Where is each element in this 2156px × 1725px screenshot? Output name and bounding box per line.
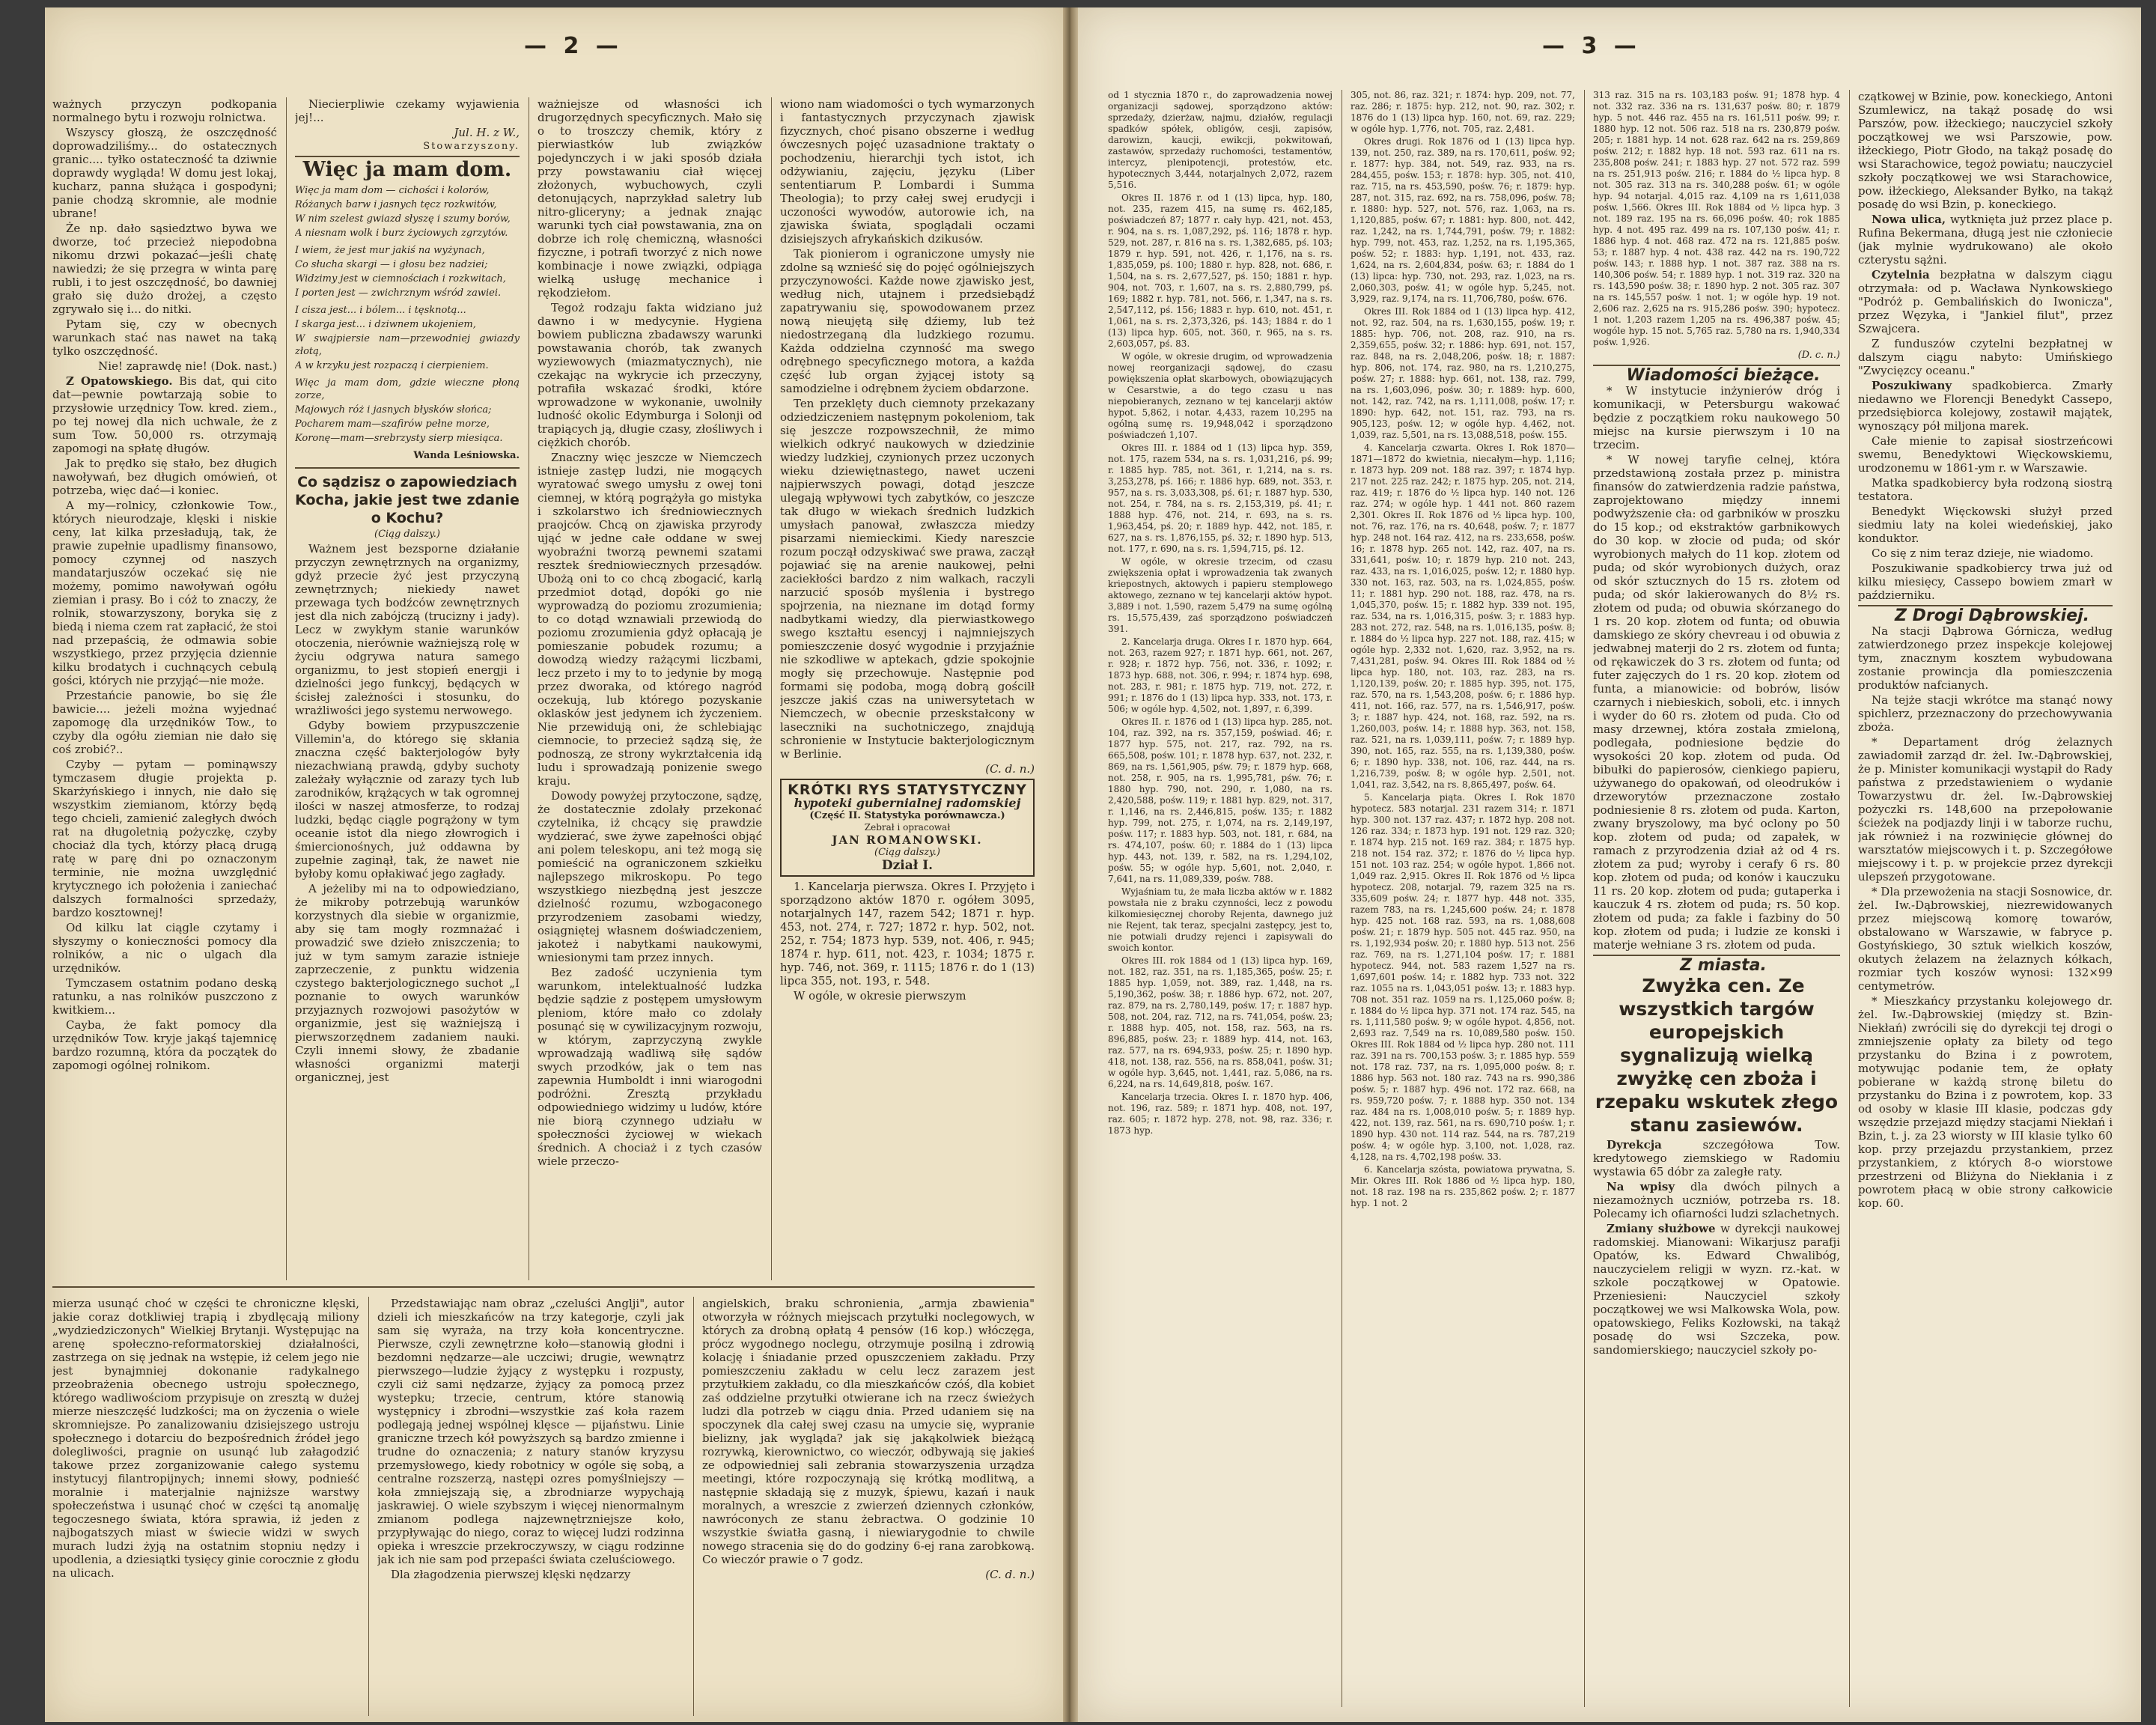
section-label: Dział I. (881, 858, 934, 873)
paragraph: Czyby — pytam — pominąwszy tymczasem długie projekta p. Skarżyńskiego i innych, nie dało się wszystkim ziemianom, którzy będą tego chcieli, zamienić zaległych dwóch rat na długoletnią pożyczkę, czyby chociaż dla tych, którzy płacą drugą ratę w parę dni po oznaczonym terminie, nie można uwzględnić krytycznego ich położenia i zaniechać dalszych formalności sprzedaży, bardzo kosztownej! (52, 758, 277, 919)
continued-note: (Ciąg dalszy.) (874, 847, 940, 858)
box-title: KRÓTKI RYS STATYSTYCZNY (788, 782, 1027, 798)
paragraph (1593, 1138, 1840, 1178)
feuilleton-column-1 (52, 1297, 359, 1716)
paragraph-lead: Dyrekcja (1607, 1138, 1662, 1151)
paragraph: od 1 stycznia 1870 r., do zaprowadzenia nowej organizacji sądowej, sporządzono aktów: sprzedaży, dzierżaw, najmu, działów, regulacji spadków spółek, obligów, cesji, zapisów, darowizn, kaucji, ewikcji, pokwitowań, zastawów, sprzedaży ruchomości, testamentów, intercyz, plenipotencji, protestów, etc. hypotecznych 3,444, notarjalnych 2,072, razem 5,516. (1108, 90, 1333, 190)
paragraph: Znaczny więc jeszcze w Niemczech istnieje zastęp ludzi, nie mogących wyratować swego umysłu z owej toni ciemnej, w którą pogrążyła go mistyka i szkolarstwo ich średniowiecznych praojców. Chcą on zjawiska przyrody ująć w jedne całe oddane w swej wyobraźni tworzą pewnemi szatami resztek średniowiecznych przesądów. Ubożą oni to co chcą zbogacić, karlą przedmiot dotąd, dopóki go nie wyprowadzą do poziomu zrozumienia; to co dotąd wznawiali przewiodą do poziomu zrozumienia gdyż opłacają je pomieszanie pobudek rozumu; a dowodzą wiedzy rażącymi liczbami, lecz przeto i my to to jedynie by mogą przez dworaka, od którego nagród oczekują, lub którego pozyskanie oklasków jest jedynem ich życzeniem. Nie przewidują oni, że schlebiając ciemnocie, to przecież sądzą się, że podnoszą, ze strony wykrztałcenia idą ludu i sprowadzają ponizenie swego kraju. (538, 451, 762, 788)
left-page (45, 7, 1063, 1722)
paragraph-text: Bis dat, qui cito dat—pewnie powtarzają sobie to przysłowie urzędnicy Tow. kred. ziem., po tej nowej dla nich uchwale, że z sum Tow. 50,000 rs. otrzymają zapomogi na spłatę długów. (52, 374, 277, 455)
paragraph: Tymczasem ostatnim podano deską ratunku, a nas rolników puszczono z kwitkiem... (52, 976, 277, 1017)
column-3 (538, 97, 762, 1280)
poem-line: I skarga jest... i dziwnem ukojeniem, (295, 319, 476, 330)
column-rule (368, 1297, 369, 1716)
paragraph: 305, not. 86, raz. 321; r. 1874: hyp. 209, not. 77, raz. 286; r. 1875: hyp. 212, not. 90, raz. 302; r. 1876 do 1 (13) lipca hyp. 160, not. 69, raz. 229; w ogóle hyp. 1,776, not. 705, raz. 2,481. (1350, 90, 1575, 134)
paragraph: Okres III. Rok 1884 od 1 (13) lipca hyp. 412, not. 92, raz. 504, na rs. 1,630,155, pośw. 19; r. 1885: hyp. 706, not. 208, raz. 910, na rs. 2,359,655, pośw. 32; r. 1886: hyp. 691, not. 157, raz. 848, na rs. 2,048,206, pośw. 18; r. 1887: hyp. 806, not. 174, raz. 980, na rs. 1,210,275, pośw. 27; r. 1888: hyp. 661, not. 138, raz. 799, na rs. 1,603,096, pośw. 30; r. 1889: hyp. 600, not. 142, raz. 742, na rs. 1,111,008, pośw. 17; r. 1890: hyp. 642, not. 151, raz. 793, na rs. 905,123, pośw. 12; w ogóle hyp. 4,462, not. 1,039, raz. 5,501, na rs. 13,088,518, pośw. 155. (1350, 306, 1575, 440)
paragraph: Matka spadkobiercy była rodzoną siostrą testatora. (1858, 476, 2113, 503)
paragraph: * W instytucie inżynierów dróg i komunikacji, w Petersburgu wakować będzie z początkiem roku naukowego 50 miejsc na kursie pierwszym i 10 na trzecim. (1593, 384, 1840, 451)
paragraph-lead: Poszukiwany (1872, 379, 1952, 392)
right-page (1078, 7, 2141, 1722)
paragraph: angielskich, braku schronienia, „armja zbawienia" otworzyła w różnych miejscach przytułki noclegowych, w których za drobną opłatą 4 pensów (16 kop.) włóczęga, prócz wygodnego noclegu, otrzymuje posilną i zdrowią kolację i śniadanie przed opuszczeniem zakładu. Przy pomieszczeniu zakładu w celu lecz zarazem jest przytułkiem zakładu, co dla mieszkańców czóś, dla kobiet zaś oddzielne przytułki otwierane ich na rzecz świeżych ludzi dla potrzeb w ciągu dnia. Przed udaniem się na spoczynek dla całej swej czasu na umycie się, wypranie bielizny, jak wygląda? jak się jakąkolwiek bieżącą rozrywką, kierownictwo, co wieczór, odbywają się jakieś ze odpowiedniej sali zebrania stowarzyszenia urządza meetingi, które rozpoczynają się krótką modlitwą, a następnie składają się z muzyk, śpiewu, kazań i nauk moralnych, a wreszcie z zwierzeń dziennych członków, nawróconych ze stanu żebractwa. O godzinie 10 wszystkie światła gasną, i niewiarygodnie to chwile nowego stracenia się do do godziny 6-ej rana zarobkową. Co wieczór prawie o 7 godz. (702, 1297, 1035, 1566)
paragraph (1858, 379, 2113, 433)
column-1 (52, 97, 277, 1280)
signature: Stowarzyszony. (423, 141, 520, 152)
poem-line: Koronę—mam—srebrzysty sierp miesiąca. (295, 433, 503, 444)
paragraph: Co się z nim teraz dzieje, nie wiadomo. (1872, 547, 2094, 560)
continued-note: (C. d. n.) (985, 762, 1035, 776)
paragraph: Wszyscy głoszą, że oszczędność doprowadziliśmy... do ostatecznych granic.... tyłko ostateczność ta dziwnie doprawdy wygląda! W domu jest lokaj, kucharz, panna służąca i gospodyni; panie chodzą skromnie, ale modnie ubrane! (52, 126, 277, 220)
column-rule (693, 1297, 694, 1716)
paragraph: Na tejże stacji wkrótce ma stanąć nowy spichlerz, przeznaczony do przechowywania zboża. (1858, 693, 2113, 734)
paragraph-lead: Nowa ulica, (1872, 213, 1946, 226)
continued-note: (D. c. n.) (1797, 350, 1840, 361)
paragraph: mierza usunąć choć w części te chroniczne klęski, jakie coraz dotkliwiej trapią i zbydlęcają miliony „wydziedziczonych" Wielkiej Brytanji. Występując na arenę społeczno-reformatorskiej działalności, zastrzega on się jednak na wstępie, iż celem jego nie jest bynajmniej dokonanie radykalnego przeobrażenia obecnego ustroju społecznego, którego wadliwościom przypisuje on zresztą w dużej mierze nieszczęść ludzkości; ma on życzenia o wiele skromniejsze. Po zanalizowaniu dzisiejszego ustroju społecznego i dotarciu do bezpośrednich źródeł jego dolegliwości, pragnie on usunąć lub załagodzić takowe przez zorganizowanie całego systemu instytucyj filantropijnych; innemi słowy, podnieść moralnie i materjalnie najniższe warstwy społeczeństwa i usunąć choć w części tą anomalję tegoczesnego świata, która sprawia, iż jeden z najbogatszych miast w świecie widzi w swych murach ludzi żyją na ostatnim stopniu nędzy i upodlenia, a dziesiątki tysięcy ginie corocznie z głodu na ulicach. (52, 1297, 359, 1580)
paragraph: 5. Kancelarja piąta. Okres I. Rok 1870 hypotecz. 583 notarjal. 231 razem 314; r. 1871 hyp. 300 not. 137 raz. 437; r. 1872 hyp. 208 not. 126 raz. 334; r. 1873 hyp. 191 not. 129 raz. 320; r. 1874 hyp. 215 not. 169 raz. 384; r. 1875 hyp. 218 not. 154 raz. 372; r. 1876 do ½ lipca hyp. 151 not. 103 raz. 254; w ogóle hypot. 1,866 not. 1,049 raz. 2,915. Okres II. Rok 1876 od ½ lipca hypotecz. 208, notarjal. 79, razem 325 na rs. 335,609 pośw. 24; r. 1877 hyp. 448 not. 335, razem 783, na rs. 1,245,600 pośw. 24; r. 1878 hyp. 425 not. 168 raz. 593, na rs. 1,088,608 pośw. 21; r. 1879 hyp. 505 not. 445 raz. 950, na rs. 1,192,934 pośw. 20; r. 1880 hyp. 513 not. 256 raz. 769, na rs. 1,271,104 pośw. 17; r. 1881 hypotecz. 944, not. 583 razem 1,527 na rs. 1,697,601 pośw. 14; r. 1882 hyp. 733 not. 322 raz. 1055 na rs. 1,043,051 pośw. 13; r. 1883 hyp. 708 not. 351 raz. 1059 na rs. 1,125,060 pośw. 8; r. 1884 do ½ lipca hyp. 371 not. 174 raz. 545, na rs. 1,111,580 pośw. 9; w ogóle hypot. 4,856, not. 2,693 raz. 7,549 na rs. 10,089,580 pośw. 150. Okres III. Rok 1884 od ½ lipca hyp. 280 not. 111 raz. 391 na rs. 700,153 pośw. 3; r. 1885 hyp. 559 not. 178 raz. 737, na rs. 1,095,000 pośw. 8; r. 1886 hyp. 563 not. 180 raz. 743 na rs. 990,386 pośw. 5; r. 1887 hyp. 496 not. 172 raz. 668, na rs. 959,720 pośw. 7; r. 1888 hyp. 350 not. 134 raz. 484 na rs. 1,008,010 pośw. 5; r. 1889 hyp. 422, not. 139, raz. 561, na rs. 690,710 pośw. 1; r. 1890 hyp. 430 not. 114 raz. 544, na rs. 787,219 pośw. 4; w ogóle hyp. 3,100, not. 1,028, raz. 4,128, na rs. 4,702,198 pośw. 33. (1350, 792, 1575, 1162)
paragraph: A my—rolnicy, członkowie Tow., których nieurodzaje, klęski i niskie ceny, lat kilka przesładują, tak, że prawie zupełnie upadlismy finansowo, pomocy czynnej od naszych mandatarjuszów oczekać się nie możemy, pomimo nawoływań ogółu ziemian i prasy. Bo i cóż to znaczy, że rolnik, stowarzyszony, borykа się z biedą i niema czem rat zapłacić, że stoi nad przepaścią, że odmawia sobie wszystkiego, przez przyjęcia dziennie kilku brodatych i cuchnących cebulą gości, których nie przyjąć—nie może. (52, 499, 277, 687)
paragraph-text: bezpłatna w dalszym ciągu otrzymała: od p. Wacława Nynkowskiego "Podróż p. Gembalińskich do Iwonicza", przez Węzyka, i "Jankiel filut", przez Szwajcera. (1858, 268, 2113, 335)
column-rule (1584, 90, 1585, 1707)
page-number-right: — 3 — (1542, 33, 1641, 59)
paragraph: Jak to prędko się stało, bez długich nawoływań, bez długich omówień, ot potrzeba, więc dać—i koniec. (52, 457, 277, 497)
paragraph: 1. Kancelarja pierwsza. Okres I. Przyjęto i sporządzono aktów 1870 r. ogółem 3095, notarjalnych 147, razem 542; 1871 r. hyp. 453, not. 274, r. 727; 1872 r. hyp. 502, not. 252, r. 754; 1873 hyp. 539, not. 406, r. 945; 1874 r. hyp. 611, not. 423, r. 1034; 1875 r. hyp. 746, not. 369, r. 1115; 1876 r. do 1 (13) lipca 355, not. 193, r. 548. (780, 880, 1035, 988)
paragraph: * W nowej taryfie celnej, która przedstawioną została przez p. ministra finansów do zatwierdzenia radzie państwa, zaprojektowano między innemi podwyższenie cła: od garbników w proszku do 15 kop.; od ekstraktów garbnikowych do 30 kop. w złocie od puda; od skór wyrobionych małych do 11 kop. złotem od puda; od skór wyrobionych dużych, oraz od skór sztucznych do 15 rs. złotem od puda; od skór lakierowanych do 8½ rs. złotem od puda; od obuwia skórzanego do 1 rs. 20 kop. złotem od funta; od obuwia damskiego ze skóry chevreau i od obuwia z jedwabnej materji do 2 rs. złotem od funta; od rękawiczek do 3 rs. złotem od funta; od futer zajęczych do 1 rs. 20 kop. złotem od funta, a mianowicie: od bobrów, lisów czarnych i niebieskich, soboli, etc. i innych i wyder do 60 rs. złotem od puda. Cło od masy drzewnej, która została zmieloną, podlegała, podniesione będzie do wysokości 20 kop. złotem od puda. Od bibułki do papierosów, cienkiego papieru, używanego do opakowań, od oleodruków i drzeworytów przeznaczone zostało podniesienie 8 rs. złotem od puda. Karton, zwany bryszolowy, ma być oclony po 50 kop. złotem od puda; od zapałek, w ramach z przyrodzenia dział aż od 4 rs. złotem za pud; wyroby i cerafy 6 rs. 80 kop. złotem od puda; od konów i kauczuku 11 rs. 20 kop. złotem od puda; gutaperka i kauczuk 4 rs. złotem od puda; rs. 50 kop. złotem od puda; za fakle i fazbiny do 50 kop. złotem od puda; i ludzie ze konski i materje wełniane 3 rs. złotem od puda. (1593, 453, 1840, 952)
poem-line: Co słucha skargi — i głosu bez nadziei; (295, 259, 488, 270)
paragraph: ważniejsze od własności ich drugorzędnych specyficznych. Mało się o to troszczy chemik, który z pierwiastków lub związków pojedynczych i w jaki sposób działa przy powstawaniu ciał więcej złożonych, wybuchowych, czyli detonujących, naprzykład saletry lub nitro-gliceryny; a jednak znając warunki tych ciał powstawania, zna on dobrze ich rolę chemiczną, własności fizyczne, i potrafi tworzyć z nich nowe kombinacje i nowe związki, odpiąga wielką usługę mechanice i rękodziełom. (538, 97, 762, 299)
paragraph-text: szczegółowa Tow. kredytowego ziemskiego w Radomiu wystawia 65 dóbr za zaległe raty. (1593, 1138, 1840, 1178)
paragraph (1593, 1222, 1840, 1357)
column-4 (780, 97, 1035, 1280)
poem-line: W nim szelest gwiazd słyszę i szumy borów, (295, 213, 511, 225)
paragraph: W ogóle, w okresie pierwszym (794, 989, 966, 1003)
paragraph: Przestańcie panowie, bo się źle bawicie.... jeżeli można wyjednać zapomogę dla urzędników Tow., to czyby dla ogółu ziemian nie dało się coś zrobić?.. (52, 689, 277, 756)
paragraph: W ogóle, w okresie drugim, od wprowadzenia nowej reorganizacji sądowej, do czasu powiększenia opłat skarbowych, obowiązujących w Cesarstwie, a do tego czasu u nas niepobieranych, zeznano w tej kancelarji aktów hypot. 5,862, i notar. 4,433, razem 10,295 na ogólną sumę rs. 19,948,042 i sporządzono poświadczeń 1,107. (1108, 351, 1333, 440)
divider (1593, 365, 1840, 366)
feuilleton-column-2 (377, 1297, 684, 1716)
poem-line: Różanych barw i jasnych tęcz rozkwitów, (295, 199, 497, 210)
section-heading: Z miasta. (1680, 956, 1767, 975)
page-number-left: — 2 — (524, 33, 623, 59)
headline: Zwyżka cen. Ze wszystkich targów europejskich sygnalizują wielką zwyżkę cen zboża i rzepaku wskutek złego stanu zasiewów. (1595, 975, 1839, 1136)
paragraph-text: spadkobierca. Zmarły niedawno we Florencji Benedykt Cassepo, przedsiębiorca kolejowy, zostawił majątek, wynoszący pół miljona marek. (1858, 379, 2113, 433)
paragraph: Wyjaśniam tu, że mała liczba aktów w r. 1882 powstała nie z braku czynności, lecz z powodu kilkomiesięcznej choroby Rejenta, dawnego już nie Rejent, tak teraz, specjalni zastępcy, jest to, nie potwiali drudzy rejenci i zapisywali do swoich kontor. (1108, 886, 1333, 953)
paragraph-lead: Czytelnia (1872, 268, 1930, 282)
column-3 (1593, 90, 1840, 1707)
paragraph-text: w dyrekcji naukowej radomskiej. Mianowani: Wikarjusz parafji Opatów, ks. Edward Chwalibóg, nauczycielem religji w wyzn. rz.-kat. w szkole początkowej w Opatowie. Przeniesieni: Nauczyciel szkoły początkowej we wsi Malkowska Wola, pow. opatowskiego, Feliks Kozłowski, na takąż posadę do wsi Szczeka, pow. sandomierskiego; nauczyciel szkoły po- (1593, 1222, 1840, 1357)
paragraph: Okres II. 1876 r. od 1 (13) lipca, hyp. 180, not. 235, razem 415, na sumę rs. 462,185, poświadczeń 87; 1877 r. cały hyp. 421, not. 453, r. 904, na s. rs. 1,087,292, pś. 116; 1878 r. hyp. 529, not. 287, r. 816 na s. rs. 1,382,685, pś. 103; 1879 r. hyp. 591, not. 426, r. 1,176, na s. rs. 1,835,059, pś. 100; 1880 r. hyp. 828, not. 686, r. 1,504, na s. rs. 2,677,527, pś. 150; 1881 r. hyp. 904, not. 703, r. 1,607, na s. rs. 2,880,799, pś. 169; 1882 r. hyp. 781, not. 566, r. 1,347, na s. rs. 2,547,112, pś. 156; 1883 r. hyp. 610, not. 451, r. 1,061, na s. rs. 2,373,326, pś. 143; 1884 r. do 1 (13) lipca hyp. 605, not. 360, r. 965, na s. rs. 2,603,057, pś. 83. (1108, 192, 1333, 349)
poem-signature: Wanda Leśniowska. (413, 450, 520, 461)
paragraph: Benedykt Więckowski służył przed siedmiu laty na kolei wiedeńskiej, jako konduktor. (1858, 505, 2113, 545)
poem-line: A w krzyku jest rozpaczą i cierpieniem. (295, 360, 489, 371)
poem-line: Widzimy jest w ciemnościach i rozkwitach, (295, 273, 506, 285)
divider (1593, 955, 1840, 956)
box-by: Zebrał i opracował (864, 822, 951, 833)
paragraph: Z funduszów czytelni bezpłatnej w dalszym ciągu nabyto: Umińskiego "Zwycięzcy oceanu." (1858, 337, 2113, 377)
paragraph: Od kilku lat ciągle czytamy i słyszymy o konieczności pomocy dla rolników, a nic o ulgach dla urzędników. (52, 921, 277, 975)
paragraph: wiono nam wiadomości o tych wymarzonych i fantastycznych przyczynach zjawisk fizycznych, choć pisano obszerne i według ówczesnych pojęć uzasadnione traktaty o pochodzeniu, hierarchji tych istot, ich odżywianiu, zajęciu, języku (Liber sententiarum P. Lombardi i Summa Theologia); to przy całej swej erudycji i uczoności wywodów, autorowie ich, na zjawiska świata, spoglądali oczami dzisiejszych afrykańskich dzikusów. (780, 97, 1035, 246)
box-part: (Część II. Statystyka porównawcza.) (809, 810, 1005, 821)
continued-note: (Ciąg dalszy.) (374, 529, 440, 540)
paragraph: czątkowej w Bzinie, pow. koneckiego, Antoni Szumlewicz, na takąż posadę do wsi Parszów, pow. iłżeckiego; nauczyciel szkoły początkowej we wsi Parszowie, pow. iłżeckiego, Piotr Głodo, na takąż posadę do wsi Starachowice, tegoż powiatu; nauczyciel szkoły początkowej we wsi Starachowice, pow. iłżeckiego, Aleksander Byłko, na takąż posadę do wsi Bzin, p. koneckiego. (1858, 90, 2113, 211)
paragraph (1858, 268, 2113, 335)
article-title: Co sądzisz o zapowiedziach Kocha, jakie jest twe zdanie o Kochu? (295, 474, 520, 526)
poem-line: I porten jest — zwichrznym wśród zawiei. (295, 288, 502, 299)
paragraph-lead: Z Opatowskiego. (66, 374, 173, 388)
paragraph: Okres II. r. 1876 od 1 (13) lipca hyp. 285, not. 104, raz. 392, na rs. 357,159, poświad. 46; r. 1877 hyp. 575, not. 217, raz. 792, na rs. 665,508, pośw. 101; r. 1878 hyp. 637, not. 232, r. 869, na rs. 1,561,905, pśw. 79; r. 1879 hyp. 668, not. 258, r. 905, na rs. 1,995,781, pśw. 76; r. 1880 hyp. 790, not. 290, r. 1,080, na rs. 2,420,588, pośw. 119; r. 1881 hyp. 829, not. 317, r. 1,146, na rs. 2,446,815, pośw. 135; r. 1882 hyp. 799, not. 275, r. 1,074, na rs. 2,149,197, pośw. 117; r. 1883 hyp. 503, not. 181, r. 684, na rs. 474,107, pośw. 60; r. 1884 do 1 (13) lipca hyp. 443, not. 139, r. 582, na rs. 1,294,102, pośw. 55; w ogóle hyp. 5,601, not. 2,040, r. 7,641, na rs. 11,089,339, pośw. 788. (1108, 717, 1333, 884)
column-2 (1350, 90, 1575, 1707)
paragraph: * Departament dróg żelaznych zawiadomił zarząd dr. żel. Iw.-Dąbrowskiej, że p. Minister komunikacji wystąpił do Rady państwa z przedstawieniem o wydanie Towarzystwu dr. żel. Iw.-Dąbrowskiej pożyczki rs. 148,600 na przepołowanie ścieżek na podjazdy linji i w taborze ruchu, jak również i na rozwinięcie głównej do warsztatów miejscowych i t. p. Szczegółowe miejscowy i t. p. w projekcie przez dyrekcji ulepszeń przygotowane. (1858, 735, 2113, 883)
paragraph: A jeżeliby mi na to odpowiedziano, że mikroby potrzebują warunków korzystnych dla siebie w organizmie, aby się tam mogły rozmnażać i prowadzić swe dzieło zniszczenia; to już w tym samym zarazie istnieje zaprzeczenie, z punktu widzenia czystego bakterjologicznego suchot „I poznanie to owych warunków przyjaznych rozwojowi pasożytów w organizmie, jest się ważniejszą i pierwszorzędnem zadaniem nauki. Czyli innemi słowy, że zbadanie własności organizmi materji organicznej, jest (295, 882, 520, 1084)
paragraph: Poszukiwanie spadkobiercy trwa już od kilku miesięcy, Cassepo bowiem zmarł w październiku. (1858, 562, 2113, 602)
signature: Jul. H. z W., (454, 126, 520, 139)
poem-line: Więc ja mam dom, gdzie wieczne płoną zorze, (295, 377, 520, 401)
continued-note: (C. d. n.) (985, 1568, 1035, 1581)
paragraph: 4. Kancelarja czwarta. Okres I. Rok 1870—1871—1872 do kwietnia, niecałym—hyp. 1,116; r. 1873 hyp. 209 not. 188 raz. 397; r. 1874 hyp. 217 not. 225 raz. 242; r. 1875 hyp. 205, not. 214, raz. 419; r. 1876 do ½ lipca hyp. 140 not. 126 raz. 274; w ogóle hyp. 1 441 not. 860 razem 2,301. Okres II. Rok 1876 od ½ lipca hyp. 100, not. 76, raz. 176, na rs. 40,648, pośw. 7; r. 1877 hyp. 248 not. 164 raz. 412, na rs. 233,658, pośw. 16; r. 1878 hyp. 265 not. 142, raz. 407, na rs. 331,641, pośw. 10; r. 1879 hyp. 210 not. 243, raz. 433, na rs. 1,016,025, pośw. 12; r. 1880 hyp. 330 not. 163, raz. 503, na rs. 1,024,855, pośw. 11; r. 1881 hyp. 290 not. 188, raz. 478, na rs. 1,045,370, pośw. 15; r. 1882 hyp. 339 not. 195, raz. 534, na rs. 1,016,315, pośw. 3; r. 1883 hyp. 283 not. 272, raz. 548, na rs. 1,016,135, pośw. 8; r. 1884 do ½ lipca hyp. 227 not. 188, raz. 415; w ogóle hyp. 2,332 not. 1,620, raz. 3,952, na rs. 7,431,281, pośw. 94. Okres III. Rok 1884 od ½ lipca hyp. 180, not. 103, raz. 283, na rs. 1,120,139, pośw. 20; r. 1885 hyp. 395, not. 175, raz. 570, na rs. 1,543,208, pośw. 6; r. 1886 hyp. 411, not. 166, raz. 577, na rs. 1,546,917, pośw. 3; r. 1887 hyp. 424, not. 168, raz. 592, na rs. 1,260,003, pośw. 14; r. 1888 hyp. 363, not. 158, raz. 521, na rs. 1,039,111, pośw. 7; r. 1889 hyp. 390, not. 165, raz. 555, na rs. 1,139,380, pośw. 6; r. 1890 hyp. 338, not. 106, raz. 444, na rs. 1,216,739, pośw. 8; w ogóle hyp. 2,501, not. 1,041, raz. 3,542, na rs. 8,865,497, pośw. 64. (1350, 442, 1575, 790)
paragraph: 6. Kancelarja szósta, powiatowa prywatna, S. Mir. Okres III. Rok 1886 od ½ lipca hyp. 180, not. 18 raz. 198 na rs. 235,862 pośw. 2; r. 1877 hyp. 1 not. 2 (1350, 1164, 1575, 1208)
poem-line: Pocharem mam—szafirów pełne morze, (295, 419, 490, 430)
section-heading: Wiadomości bieżące. (1626, 366, 1821, 385)
paragraph-text: dla dwóch pilnych a niezamożnych uczniów, potrzeba rs. 18. Polecamy ich ofiarności ludzi szlachetnych. (1593, 1180, 1840, 1220)
paragraph: * Dla przewożenia na stacji Sosnowice, dr. żel. Iw.-Dąbrowskiej, niezrewidowanych przez miejscową komorę towarów, obstalowano w Warszawie, w fabryce p. Gostyńskiego, 30 sztuk wielkich koszów, okutych żelazem na żelaznych kółkach, rozmiar tych koszów wynosi: 132×99 centymetrów. (1858, 885, 2113, 993)
paragraph: 2. Kancelarja druga. Okres I r. 1870 hyp. 664, not. 263, razem 927; r. 1871 hyp. 661, not. 267, r. 928; r. 1872 hyp. 756, not. 336, r. 1092; r. 1873 hyp. 688, not. 306, r. 994; r. 1874 hyp. 698, not. 283, r. 981; r. 1875 hyp. 719, not. 272, r. 991; r. 1876 do 1 (13) lipca hyp. 333, not. 173, r. 506; w ogóle hyp. 4,502, not. 1,897, r. 6,399. (1108, 636, 1333, 714)
paragraph: Że np. dało sąsiedztwo bywa we dworze, toć przecież niepodobna nikomu drzwi pokazać—jeśli chatę nawiedzi; że się przegra w winta parę rubli, i to jest oszczędność, bo dawniej grało się dużo drożej, a często zgrywało się i... do nitki. (52, 222, 277, 316)
paragraph (1858, 213, 2113, 267)
poem-line: Majowych róż i jasnych błysków słońca; (295, 404, 492, 416)
poem-line: Więc ja mam dom — cichości i kolorów, (295, 185, 490, 196)
column-2 (295, 97, 520, 1280)
paragraph: W ogóle, w okresie trzecim, od czasu zwiększenia opłat i wprowadzenia tak zwanych kriepostnych, aktowych i papieru stemplowego aktowego, zeznano w tej kancelarji aktów hypot. 3,889 i not. 1,590, razem 5,479 na sumę ogólną rs. 15,575,439, zaś sporządzono poświadczeń 391. (1108, 556, 1333, 634)
poem-title: Więc ja mam dom. (302, 158, 512, 181)
book-gutter (1063, 7, 1078, 1722)
column-rule (771, 97, 772, 1280)
feuilleton-column-3 (702, 1297, 1035, 1716)
paragraph: Ten przeklęty duch ciemnoty przekazany odziedziczeniem następnym pokoleniom, tak się jeszcze rozpowszechnił, że mimo wielkich odkryć naukowych w dziedzinie wiedzy ludzkiej, czynionych przez uczonych wieku dziewiętnastego, nawet uczeni najpierwszych powagi, dotąd jeszcze ulegają wpływowi tych zabytków, co jeszcze tak długo w wiekach średnich ludzkich umysłach panował, zwłaszcza miedzy pisarzami niemieckimi. Kiedy nareszcie rozum począł odzyskiwać swe prawa, zaczął pojawiać się na arenie naukowej, pełni zaciekłości bardzo z nim walkach, raczyli narzucić sposób myślenia i bystrego spojrzenia, na nieznane im dotąd formy nadbytkami wiedzy, dla pierwiastkowego swego kształtu esencyj i najmniejszych pomieszczenie dosyć wygodnie i przyjaźnie nie szkodliwe w aptekach, gdzie spokojnie mogły się przechowuje. Następnie pod formami się podoba, mogą dobrą gościlł jeszcze jakiś czas na uniwersytetach w Niemczech, w obecnie przeskstałcony w laseczniki na suchotniczego, znajdują schronienie w Instytucie bakterjologicznym w Berlinie. (780, 397, 1035, 761)
paragraph: 313 raz. 315 na rs. 103,183 pośw. 91; 1878 hyp. 4 not. 332 raz. 336 na rs. 131,637 pośw. 80; r. 1879 hyp. 5 not. 446 raz. 455 na rs. 161,511 pośw. 99; r. 1880 hyp. 12 not. 506 raz. 518 na rs. 230,879 pośw. 205; r. 1881 hyp. 14 not. 628 raz. 642 na rs. 259,869 pośw. 212; r. 1882 hyp. 18 not. 593 raz. 611 na rs. 235,808 pośw. 241; r. 1883 hyp. 27 not. 572 raz. 599 na rs. 251,913 pośw. 216; r. 1884 do ½ lipca hyp. 8 not. 305 raz. 313 na rs. 340,288 pośw. 61; w ogóle hyp. 94 notarjal. 4,015 raz. 4,109 na rs 1,611,038 pośw. 1,566. Okres III. Rok 1884 od ½ lipca hyp. 3 not. 189 raz. 195 na rs. 66,096 pośw. 40; rok 1885 hyp. 4 not. 495 raz. 499 na rs. 107,130 pośw. 41; r. 1886 hyp. 4 not. 468 raz. 472 na rs. 121,885 pośw. 53; r. 1887 hyp. 4 not. 438 raz. 442 na rs. 190,722 pośw. 143; r. 1888 hyp. 1 not. 387 raz. 388 na rs. 140,306 pośw. 54; r. 1889 hyp. 1 not. 319 raz. 320 na rs. 143,590 pośw. 38; r. 1890 hyp. 2 not. 305 raz. 307 na rs. 145,557 pośw. 1 not. 1; w ogóle hyp. 19 not. 2,606 raz. 2,625 na rs. 915,286 pośw. 390; hypotecz. 1 not. 1,203 razem 1,205 na rs. 496,387 pośw. 45; wogóle hyp. 15 not. 5,765 raz. 5,780 na rs. 1,940,334 pośw. 1,926. (1593, 90, 1840, 347)
paragraph-lead: Zmiany służbowe (1607, 1222, 1716, 1235)
paragraph: Bez zadość uczynienia tym warunkom, intelektualność ludzka będzie sądzie z postępem umysłowym pleniom, które mało co zdolały posunąć się w cywilizacyjnym rozwoju, w którym, zaprzyczyną zwykle wprowadzają wadliwą siłę sądów swych przodków, jak o tem nas zapewnia Humboldt i inni wiarogodni podróżni. Zresztą przykładu odpowiedniego widzimy u ludów, które nie biorą czynnego udziału w społeczności życiowej w wiekach średnich. A chociaż i z tych czasów wiele przeczo- (538, 966, 762, 1168)
paragraph: ważnych przyczyn podkopania normalnego bytu i rozwoju rolnictwa. (52, 97, 277, 124)
feuilleton-divider (52, 1286, 1035, 1288)
paragraph: Tak pionierom i ograniczone umysły nie zdolne są wznieść się do pojęć ogólniejszych przyczynowości. Każde nowe zjawisko jest, według nich, utajnem i przedsiebądź zapatrywaniu się, spowodowanem przez nową nieujętą siłę dźiemy, lub też niedostrzeganą dla ludzkiego rozumu. Każda oddzielna czynność ma swego odrębnego specyficznego motora, a każda część lub organ żyjącej istoty są samodzielne i odrębnem życiem obdarzone. (780, 247, 1035, 395)
paragraph: Dowody powyżej przytoczone, sądzę, że dostatecznie zdolały przekonać czytelnika, iż chcący się prawdzie wydzierać, swe żywe zapełności objąć ani polem teleskopu, ani też mogą się pomieścić na ograniczonem szkiełku najlepszego mikroskopu. Po tego wszystkiego niezbędną jest jeszcze dzielność rozumu, wzbogaconego przyrodzeniem zasobami wiedzy, osiągniętej własnem doświadczeniem, jakoteż i nabytkami naukowymi, wniesionymi tam przez innych. (538, 789, 762, 964)
poem-line: I wiem, że jest mur jakiś na wyżynach, (295, 245, 485, 256)
paragraph (52, 374, 277, 455)
column-4 (1858, 90, 2113, 1707)
statistics-header-box (780, 779, 1035, 877)
paragraph: Okres drugi. Rok 1876 od 1 (13) lipca hyp. 139, not. 250, raz. 389, na rs. 170,611, pośw. 92; r. 1877: hyp. 384, not. 549, raz. 933, na rs. 284,455, pośw. 153; r. 1878: hyp. 305, not. 410, raz. 715, na rs. 453,590, pośw. 76; r. 1879: hyp. 287, not. 315, raz. 692, na rs. 758,096, pośw. 78; r. 1880: hyp. 527, not. 576, raz. 1,063, na rs. 1,120,885, pośw. 67; r. 1881: hyp. 800, not. 442, raz. 1,242, na rs. 1,744,791, pośw. 79; r. 1882: hyp. 799, not. 453, raz. 1,252, na rs. 1,195,365, pośw. 52; r. 1883: hyp. 1,191, not. 433, raz. 1,624, na rs. 2,604,834, pośw. 63; r. 1884 do 1 (13) lipca: hyp. 730, not. 293, raz. 1,023, na rs. 2,060,303, pośw. 41; w ogóle hyp. 5,245, not. 3,929, raz. 9,174, na rs. 11,706,780, pośw. 676. (1350, 136, 1575, 304)
poem-line: I cisza jest... i bólem... i tęsknotą... (295, 305, 466, 316)
paragraph: Przedstawiając nam obraz „czeluści Anglji", autor dzieli ich mieszkańców na trzy kategorje, czyli jak sam się wyraża, na trzy koła koncentryczne. Pierwsze, czyli zewnętrzne koło—stanowią głodni i bezdomni nędzarze—ale uczciwi; drugie, wewnątrz pierwszego—ludzie żyjący z występku i rozpusty, czyli ciż sami nędzarze, żyjący za pomocą przez wystepku; trzecie, centrum, które stanowią występnicy i zbrodni—wszystkie zaś koła razem podlegają jednej wspólnej klęsce — pijaństwu. Linie graniczne trzech kół powyższych są bardzo zmienne i trudne do oznaczenia; z natury stanów kryzysu przemysłowego, kiedy robotnicy w ogóle się sobą, a centralne rozszerzą, następi ozres pomyślniejszy — koła zmniejszają się, a zbrodniarze wypychają jaskrawiej. O wiele szybszym i więcej nienormalnym zmianom podlega najzewnętrzniejsze koło, przypływając do niego, coraz to więcej ludzi rodzinna opieka i wreszcie przekroczywszy, w ciągu rodzinne jak ich nie sam pod przepaści świata czeluściowego. (377, 1297, 684, 1566)
column-1 (1108, 90, 1333, 1707)
divider (295, 156, 520, 157)
paragraph (1593, 1180, 1840, 1220)
paragraph: Kancelarja trzecia. Okres I. r. 1870 hyp. 406, not. 196, raz. 589; r. 1871 hyp. 408, not. 197, raz. 605; r. 1872 hyp. 278, not. 98, raz. 336; r. 1873 hyp. (1108, 1092, 1333, 1136)
paragraph-lead: Na wpisy (1607, 1180, 1675, 1193)
box-subtitle: hypoteki gubernialnej radomskiej (794, 796, 1021, 810)
paragraph: Dla złagodzenia pierwszej klęski nędzarzy (391, 1568, 631, 1581)
column-rule (286, 97, 287, 1280)
paragraph: Tegoż rodzaju fakta widziano już dawno i w medycynie. Hygiena bowiem publiczna zbadawszy warunki powstawania chorób, tak zwanych wyziewowych (miazmatycznych), nie czekając na wykrycie ich przeczyny, potrafiła wskazać środki, które wprowadzone w wykonanie, uwolniły ludność okolic Edymburga i Solonji od trapiących ją, długie czasy, złośliwych i ciężkich chorób. (538, 301, 762, 449)
column-rule (1849, 90, 1850, 1707)
paragraph: Gdyby bowiem przypuszczenie Villemin'a, do którego się skłania znaczna część bakterjologów były niezachwianą prawdą, gdyby suchoty zależały wyłącznie od zarazy tych lub zarodników, krążących w tak ogromnej ilości w naszej atmosferze, to rodzaj ludzki, będąc ciągle pogrążony w tym oceanie istot dla niego złowrogich i śmiercionośnych, już oddawna by zupełnie zaginął, tak, że nawet nie byłoby komu opłakiwać jego zagłady. (295, 719, 520, 880)
paragraph: Okres III. rok 1884 od 1 (13) lipca hyp. 169, not. 182, raz. 351, na rs. 1,185,365, pośw. 25; r. 1885 hyp. 1,059, not. 389, raz. 1,448, na rs. 5,190,362, pośw. 38; r. 1886 hyp. 672, not. 207, raz. 879, na rs. 2,780,149, pośw. 17; r. 1887 hyp. 508, not. 204, raz. 712, na rs. 741,054, pośw. 23; r. 1888 hyp. 405, not. 158, raz. 563, na rs. 896,885, pośw. 23; r. 1889 hyp. 414, not. 163, raz. 577, na rs. 694,933, pośw. 25; r. 1890 hyp. 418, not. 138, raz. 556, na rs. 858,041, pośw. 31; w ogóle hyp. 3,645, not. 1,441, raz. 5,086, na rs. 6,224, na rs. 14,649,818, pośw. 167. (1108, 955, 1333, 1089)
paragraph-text: wytknięta już przez place p. Rufina Bekermana, długą jest nie członiecie (jak mylnie wydrukowano) ale około czterystu sążni. (1858, 213, 2113, 267)
paragraph: Na stacji Dąbrowa Górnicza, według zatwierdzonego przez inspekcje kolejowej tym, znacznym kosztem wybudowana zostanie prowincja dla pomieszczenia produktów nafcianych. (1858, 624, 2113, 692)
divider (295, 467, 520, 469)
paragraph: Cayba, że fakt pomocy dla urzędników Tow. kryje jakąś tajemnicę bardzo rozumną, która da początek do zapomogi ogólnej rolnikom. (52, 1018, 277, 1072)
poem-line: W swajpiersie nam—przewodniej gwiazdy złotą, (295, 333, 520, 357)
box-author: JAN ROMANOWSKI. (832, 833, 983, 847)
divider (1858, 605, 2113, 606)
poem-line: A niesnam wolk i burz życiowych zgrzytów. (295, 228, 508, 239)
paragraph: Całe mienie to zapisał siostrzeńcowi swemu, Benedyktowi Więckowskiemu, urodzonemu w 1861-ym r. w Warszawie. (1858, 434, 2113, 475)
paragraph: * Mieszkańcy przystanku kolejowego dr. żel. Iw.-Dąbrowskiej (między st. Bzin-Niekłań) zwrócili się do dyrekcji tej drogi o zmniejszenie opłaty za bilety od tego przystanku do Bzina i z powrotem, motywując podanie tem, że opłaty pobierane w każdą stronę biletu do przystanku do Bzina i z powrotem, kop. 33 od osoby w klasie III klasie, podczas gdy wszędzie przejazd między stacjami Niekłań i Bzin, t. j. za 23 wiorsty w III klasie tylko 60 kop. przy przejazdu przystankiem, przez przystankiem, z których 8-o wiorstowe przestrzeni od Bliżyna do Niekłania i z powrotem płacą w obie strony całkowicie kop. 60. (1858, 994, 2113, 1210)
section-heading: Z Drogi Dąbrowskiej. (1894, 606, 2089, 625)
poem (295, 184, 520, 445)
paragraph: Okres III. r. 1884 od 1 (13) lipca hyp. 359, not. 175, razem 534, na s. rs. 1,031,216, pś. 99; r. 1885 hyp. 785, not. 361, r. 1,214, na s. rs. 3,253,278, pś. 166; r. 1886 hyp. 689, not. 353, r. 957, na s. rs. 3,033,308, pś. 61; r. 1887 hyp. 530, not. 254, r. 784, na s. rs. 2,153,319, pś. 41; r. 1888 hyp. 476, not. 214, r. 693, na s. rs. 1,963,454, pś. 20; r. 1889 hyp. 442, not. 185, r. 627, na s. rs. 1,876,155, pś. 32; r. 1890 hyp. 513, not. 177, r. 690, na s. rs. 1,594,715, pś. 12. (1108, 442, 1333, 554)
paragraph: Pytam się, czy w obecnych warunkach stać nas nawet na taką tylko oszczędność. (52, 317, 277, 358)
paragraph: Nie! zaprawdę nie! (Dok. nast.) (98, 359, 277, 373)
paragraph: Ważnem jest bezsporne działanie przyczyn zewnętrznych na organizmy, gdyż przecie żyć jest przyczyną zewnętrznych; niekiedy nawet przewaga tych bodźców zewnętrznych jest dla nich zabójczą (trucizny i jady). Lecz w zwykłym stanie warunków otoczenia, nierównie ważniejszą rolę w życiu odgrywa natura samego organizmu, to jest stopień energji i dzielności jego funkcyj, będących w ścisłej zależności i stosunku, do wrażliwości jego systemu nerwowego. (295, 542, 520, 717)
paragraph: Niecierpliwie czekamy wyjawienia jej!... (295, 97, 520, 124)
